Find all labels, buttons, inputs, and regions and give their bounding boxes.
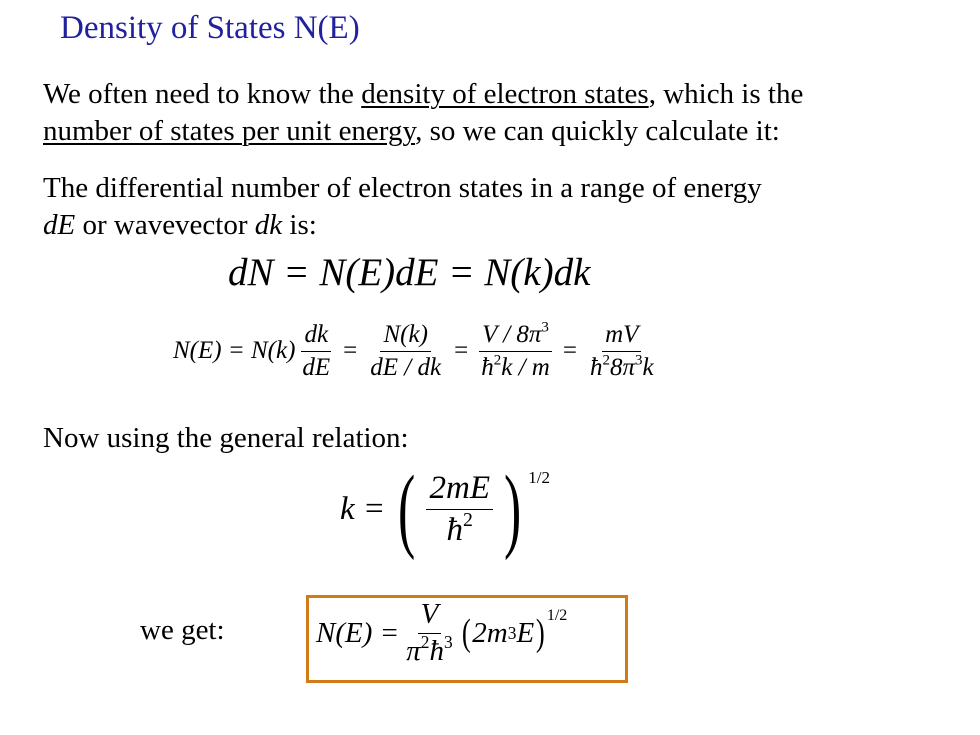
differential-paragraph: The differential number of electron states in a range of energy dE or wavevector dk is: <box>43 172 762 241</box>
equation-result: N(E) = $\frac{V}{\pi^2ħ^3}$ ( 2m 3 E ) 1/2 <box>316 598 568 667</box>
density-of-states-term: density of electron states <box>361 78 649 110</box>
equation-n-of-e-derivation: N(E) = N(k) $\frac{dk}{dE}$ = $\frac{N(k)}{dE / dk}$ = $\frac{V / 8\pi^3}{ħ^2k / m}$ = $\frac{mV}{ħ^28\pi^3k}$ <box>173 321 661 381</box>
fraction-2me-hbar2: $\frac{2mE}{ħ^2}$ <box>426 470 493 548</box>
relation-paragraph: Now using the general relation: <box>43 422 409 454</box>
fraction-nk-dedk: $\frac{N(k)}{dE / dk}$ <box>370 321 442 381</box>
states-per-energy-term: number of states per unit energy <box>43 115 416 147</box>
result-label: we get: <box>140 614 225 646</box>
intro-paragraph: We often need to know the density of electron states, which is the number of states per unit energy, so we can quickly calculate it: <box>43 78 804 147</box>
equation-dn: dN = N(E)dE = N(k)dk <box>228 251 591 294</box>
slide-title: Density of States N(E) <box>60 10 360 46</box>
fraction-v-8pi3: $\frac{V / 8\pi^3}{ħ^2k / m}$ <box>478 321 553 381</box>
fraction-v-pi2hbar3: $\frac{V}{\pi^2ħ^3}$ <box>406 598 453 667</box>
equation-k: k = ( $\frac{2mE}{ħ^2}$ ) 1/2 <box>340 457 551 561</box>
fraction-dk-de: $\frac{dk}{dE}$ <box>302 321 331 381</box>
fraction-mv: $\frac{mV}{ħ^28\pi^3k}$ <box>589 321 654 381</box>
